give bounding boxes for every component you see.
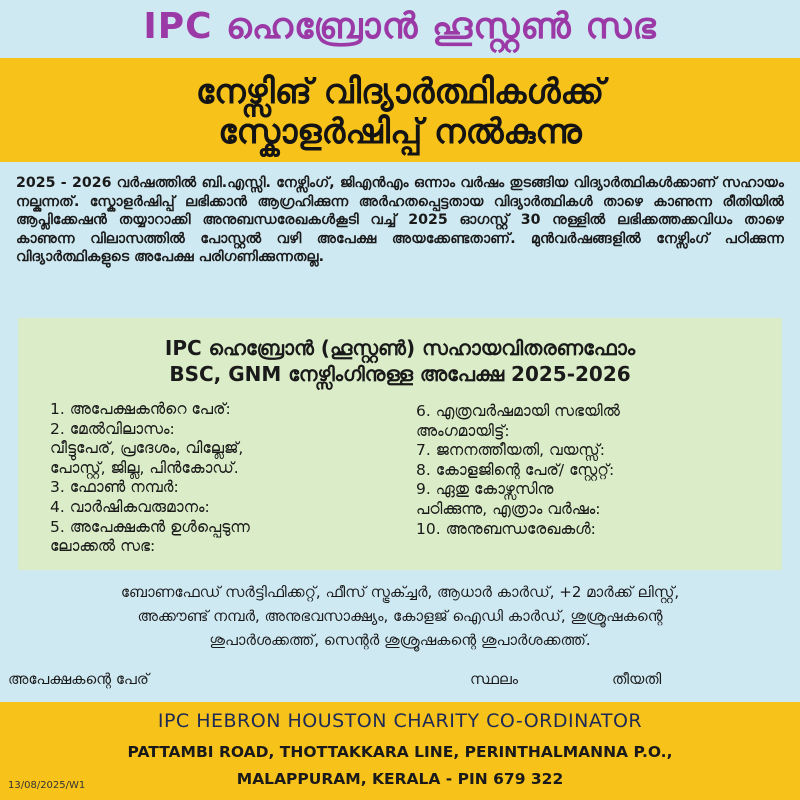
intro-paragraph: 2025 - 2026 വർഷത്തിൽ ബി.എസ്സി. നേഴ്സിംഗ്, ജിഎൻഎം ഒന്നാം വർഷം തുടങ്ങിയ വിദ്യാർത്ഥികൾക്കാണ് സഹായം നല്കുന്നത്. സ്കോളർഷിപ്പ് ലഭിക്കാൻ ആഗ്രഹിക്കുന്ന അർഹതപ്പെട്ടതായ വിദ്യാർത്ഥികൾ താഴെ കാണുന്ന രീതിയിൽ ആപ്ലിക്കേഷൻ തയ്യാറാക്കി അനുബന്ധരേഖകൾകൂടി വച്ച് 2025 ഓഗസ്റ്റ് 30 നുള്ളിൽ ലഭിക്കത്തക്കവിധം താഴെ കാണുന്ന വിലാസത്തിൽ പോസ്റ്റൽ വഴി അപേക്ഷ അയക്കേണ്ടതാണ്. മുൻവർഷങ്ങളിൽ നേഴ്സിംഗ് പഠിക്കുന്ന വിദ്യാർത്ഥികളുടെ അപേക്ഷ പരിഗണിക്കുന്നതല്ല. [16,175,784,266]
form-field-line: 6. എത്രവർഷമായി സഭയിൽ [416,402,620,420]
form-field-line: 3. ഫോൺ നമ്പർ: [50,478,179,497]
form-fields-left [50,400,410,557]
footer-org-name: IPC HEBRON HOUSTON CHARITY CO-ORDINATOR [157,710,643,732]
form-field-line: 7. ജനനത്തീയതി, വയസ്സ്: [416,441,605,460]
form-field-line: പഠിക്കുന്നു, എത്രാം വർഷം: [416,499,601,518]
form-fields-right [416,402,776,539]
headline-line-2: സ്കോളർഷിപ്പ് നൽകുന്നു [218,112,582,152]
signature-date: തീയതി [612,670,662,688]
reference-code: 13/08/2025/W1 [8,780,86,791]
form-title-line-2: BSC, GNM നേഴ്സിംഗിനുള്ള അപേക്ഷ 2025-2026 [169,362,631,386]
form-field-line: 9. ഏതു കോഴ്സസിനു [416,480,554,499]
org-title: IPC ഹെബ്രോൻ ഹൂസ്റ്റൺ സഭ [143,6,657,47]
form-field-line: ലോക്കൽ സഭ: [50,537,156,556]
signature-applicant-name: അപേക്ഷകന്റെ പേര് [8,670,149,688]
attachments-line-1: ബോണഫേഡ് സർട്ടിഫിക്കറ്റ്, ഫീസ് സ്ട്രക്ച്ചർ, ആധാർ കാർഡ്, +2 മാർക്ക് ലിസ്റ്റ്, [120,583,680,601]
form-field-line: 8. കോളജിന്റെ പേര്/ സ്റ്റേറ്റ്: [416,460,615,479]
form-field-line: അംഗമായിട്ട്: [416,421,510,440]
attachments-line-3: ശുപാർശക്കത്ത്, സെന്റർ ശുശ്രൂഷകന്റെ ശുപാർശക്കത്ത്. [209,631,591,649]
form-field-line: വീട്ടുപേര്, പ്രദേശം, വില്ലേജ്, [50,439,244,458]
form-field-line: 10. അനുബന്ധരേഖകൾ: [416,519,596,538]
form-field-line: 2. മേൽവിലാസം: [50,419,175,438]
form-field-line: 4. വാർഷികവരുമാനം: [50,497,210,516]
form-field-line: 1. അപേക്ഷകൻറെ പേര്: [50,400,231,418]
attachments-list [20,580,780,652]
application-form-box [18,318,782,570]
signature-place: സ്ഥലം [470,670,519,688]
form-field-line: പോസ്റ്റ്, ജില്ല, പിൻകോഡ്. [50,458,239,477]
form-title-line-1: IPC ഹെബ്രോൻ (ഹൂസ്റ്റൺ) സഹായവിതരണഫോം [164,336,636,360]
headline-line-1: നേഴ്സിങ് വിദ്യാർത്ഥികൾക്ക് [195,72,605,112]
form-field-line: 5. അപേക്ഷകൻ ഉൾപ്പെടുന്ന [50,517,250,536]
attachments-line-2: അക്കൗണ്ട് നമ്പർ, അനുഭവസാക്ഷ്യം, കോളജ് ഐഡി കാർഡ്, ശുശ്രൂഷകന്റെ [137,607,663,625]
footer-address-line-2: MALAPPURAM, KERALA - PIN 679 322 [236,770,564,788]
footer-address-line-1: PATTAMBI ROAD, THOTTAKKARA LINE, PERINTHALMANNA P.O., [127,743,673,761]
